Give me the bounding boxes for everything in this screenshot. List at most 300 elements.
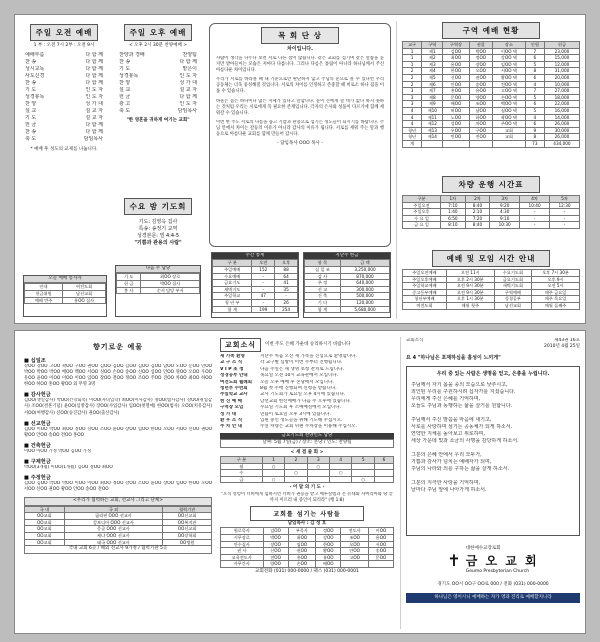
stats-row: [213, 293, 298, 300]
staff-cell: 강OO: [316, 535, 341, 542]
offering-section-head: ■ 감사헌금: [24, 392, 51, 399]
zone-cell: 4: [403, 121, 422, 128]
offering-cell: 120,000: [340, 299, 389, 306]
morning-note: * 예배 후 성도의 교제를 나눕니다.: [30, 147, 98, 153]
news-panel: [219, 337, 395, 629]
news-item-text: 8월 첫 주에 진행되며 신청을 받습니다.: [260, 386, 337, 392]
offering-cell: 십 일 조: [305, 267, 341, 274]
staff-cell: 배OO: [316, 561, 341, 568]
offering-header: 항 목: [305, 260, 341, 267]
offering-section-head: ■ 구제헌금: [24, 458, 51, 465]
zone-cell: 1: [403, 55, 422, 62]
prayer-line: 그분의 지극한 사랑을 기억하며,: [411, 479, 481, 486]
news-item-text: 각 교구별 심방이 이번 주부터 진행됩니다.: [260, 360, 343, 366]
zone-row: [403, 48, 580, 55]
triple-cord-header: 5: [352, 457, 374, 464]
zone-cell: 4: [525, 114, 544, 121]
stats-cell: 청 년 부: [213, 299, 252, 306]
afternoon-order-row: [116, 87, 200, 94]
morning-order-row: [22, 136, 106, 143]
zone-cell: 민OO: [443, 134, 469, 141]
meeting-cell: 오후 7시 30분: [532, 270, 580, 277]
vehicle-cell: 9:10: [490, 215, 520, 222]
zone-cell: 제11: [422, 114, 443, 121]
news-item-text: 남선교회 헌신예배가 다음 주 오후에 있습니다.: [260, 398, 352, 404]
afternoon-order-row: [116, 66, 200, 73]
triple-cord-cell: ○: [330, 470, 352, 477]
staff-cell: 최OO: [288, 535, 316, 542]
zone-cell: 권OO: [469, 74, 493, 81]
zone-cell: 1: [403, 48, 422, 55]
news-item-title: 환 우 소 식: [220, 418, 243, 424]
morning-order-item: 찬 송: [25, 80, 37, 87]
afternoon-order-item: 찬 양: [119, 80, 131, 87]
zone-cell: 강OO 댁: [493, 55, 526, 62]
zone-cell: 허OO: [443, 107, 469, 114]
news-item-title: 청년부 수련회: [220, 386, 248, 392]
triple-cord-cell: [352, 463, 374, 470]
mission-cell: 몽골 OOO 선교사: [64, 526, 162, 533]
triple-cord-title: < 세 겹 줄 회 >: [290, 449, 324, 455]
vehicle-cell: 10:30: [490, 222, 520, 229]
meeting-cell: 성경공부: [494, 296, 531, 303]
zone-cell: 교회: [493, 127, 526, 134]
zone-cell: 6: [525, 55, 544, 62]
news-item-text: 주일 차량은 교회 뒤편 주차장을 이용해 주십시오.: [260, 424, 357, 430]
meeting-times-panel: [401, 249, 581, 319]
vehicle-cell: 4:30: [490, 209, 520, 216]
offering-cell: 300,000: [340, 286, 389, 293]
offering-row: [305, 286, 390, 293]
weekly-stats-title: 주간 통계: [212, 253, 298, 259]
zone-cell: 오OO: [469, 68, 493, 75]
news-item-text: 수요일 기도회 후 소예배실에서 모입니다.: [260, 405, 342, 411]
vehicle-cell: -: [520, 209, 550, 216]
staff-cell: 한OO: [316, 541, 341, 548]
mission-cell: 캄보디아 OOO 선교사: [64, 519, 162, 526]
next-week-cell: 기 도: [117, 274, 141, 281]
staff-row: [221, 561, 394, 568]
triple-cord-cell: [307, 470, 329, 477]
pastor-paragraph-1: 사람이 생각을 나누다 보면 서로 다른 점이 많습니다. 같은 교회를 섬기며 같은 말씀을 듣지만 받아들이는 모습은 저마다 다릅니다. 그러나 다름은 틀림이 아니라 하나님께서 주신 아름다운 차이입니다.: [216, 56, 384, 74]
triple-cord-cell: ○: [262, 463, 284, 470]
afternoon-order-item: 기 도: [119, 66, 131, 73]
mission-cell: OO복지관: [163, 519, 212, 526]
meeting-cell: 구역예배: [494, 289, 531, 296]
zone-cell: 황OO 댁: [493, 74, 526, 81]
prayer-line: 주님께서 자기 몸을 종의 모습으로 낮추시고,: [411, 381, 508, 388]
staff-cell: 오OO: [341, 541, 369, 548]
triple-cord-cell: [330, 476, 352, 483]
staff-cell: 황OO: [316, 548, 341, 555]
morning-order-leader: 다 함 께: [85, 129, 103, 136]
zone-cell: 제2: [422, 55, 443, 62]
afternoon-order-leader: 담임목사: [177, 108, 197, 115]
offering-cell: 선 교: [305, 286, 341, 293]
triple-cord-cell: [374, 476, 393, 483]
triple-cord-row: [221, 476, 394, 483]
prayer-line: 서로를 사랑하며 섬기는 공동체가 되게 하소서.: [411, 423, 513, 430]
servers-cell: 여전도회: [63, 284, 106, 291]
zone-cell: 2: [403, 74, 422, 81]
next-week-cell: 봉 사: [117, 287, 141, 294]
morning-order-item: 기 도: [25, 87, 37, 94]
offering-row: [305, 267, 390, 274]
zone-cell: 5: [525, 107, 544, 114]
zone-cell: 제13: [422, 127, 443, 134]
zone-cell: 장OO: [469, 61, 493, 68]
issue-label: 교회소식: [406, 338, 424, 343]
pastor-paragraph-4: 이번 한 주도 서로의 다름을 품고 기쁨과 관용으로 섬기는 성도들이 되시기를 바랍니다. 주님 안에서 차이는 갈등의 이유가 아니라 감사의 이유가 됩니다. 서로를 세워 주는 말과 행동으로 아름다운 교회를 함께 만들어 갑시다.: [216, 119, 384, 138]
stats-row: [213, 306, 298, 313]
staff-title: 교회를 섬기는 사람들: [250, 506, 364, 521]
zone-cell: 조OO: [469, 101, 493, 108]
staff-row: [221, 541, 394, 548]
vehicle-cell: 8:10: [441, 222, 466, 229]
zone-cell: 박OO: [469, 48, 493, 55]
zone-row: [403, 107, 580, 114]
wednesday-line-1: 기도: 김영옥 집사: [138, 219, 178, 225]
zone-cell: 윤OO: [443, 61, 469, 68]
mission-row: [25, 539, 212, 546]
wednesday-line-4: "기쁨과 관용의 사람": [134, 240, 182, 246]
cover-panel: [405, 337, 581, 629]
servers-row: [25, 297, 106, 304]
pastor-paragraph-3: 바울은 몸은 하나이나 많은 지체가 있다고 말합니다. 눈이 손에게 쓸 데가 없다 하지 못하는 것처럼 우리는 서로에게 꼭 필요한 존재입니다. 각자의 은사와 성품이 다르기에 함께 세워갈 수 있습니다.: [216, 98, 384, 116]
vehicle-cell: 금 요 일: [403, 222, 441, 229]
morning-order-leader: 다 함 께: [85, 66, 103, 73]
prayer-line: 그분의 은혜 안에서 우리 모두가,: [411, 451, 482, 458]
staff-cell: 조OO: [341, 535, 369, 542]
zone-cell: 백OO 댁: [493, 101, 526, 108]
zone-cell: 제5: [422, 74, 443, 81]
morning-order-item: 성시교독: [25, 66, 45, 73]
wednesday-prayer-panel: [115, 197, 201, 257]
afternoon-order-item: 축 도: [119, 108, 131, 115]
staff-cell: 윤OO: [369, 535, 394, 542]
afternoon-order-leader: 인 도 자: [179, 101, 197, 108]
zone-cell: [493, 140, 526, 147]
zone-cell: 23,000: [544, 48, 579, 55]
afternoon-order-row: [116, 80, 200, 87]
zone-cell: [443, 140, 469, 147]
zone-cell: 31,000: [544, 68, 579, 75]
zone-row: [403, 140, 580, 147]
zone-cell: 14,000: [544, 114, 579, 121]
morning-order-leader: 설 교 자: [85, 108, 103, 115]
servers-cell: 남선교회: [63, 291, 106, 298]
morning-order-leader: 다 함 께: [85, 59, 103, 66]
triple-cord-cell: 수: [221, 470, 263, 477]
vehicle-cell: 주일오전: [403, 202, 441, 209]
meeting-cell: 매월 둘째주: [532, 302, 580, 309]
afternoon-order-leader: 다 함 께: [179, 59, 197, 66]
morning-order-row: [22, 108, 106, 115]
staff-cell: 전도사: [341, 528, 369, 535]
afternoon-order-item: 찬양과 경배: [119, 52, 145, 59]
zone-cell: 27,000: [544, 88, 579, 95]
zone-cell: 10,000: [544, 81, 579, 88]
mission-cell: 필리핀 OOO 선교사: [64, 513, 162, 520]
meeting-cell: 청년부예배: [403, 296, 447, 303]
triple-cord-cell: [330, 463, 352, 470]
friday-bar-detail: 날짜: 5월 7일(금) / 장소: 본당 / 인도: 찬양팀: [220, 439, 394, 447]
zone-cell: 임OO 댁: [493, 61, 526, 68]
church-cross-icon: ✝: [447, 550, 461, 570]
news-item-text: 교사 기도회가 토요일 오후 4시에 있습니다.: [260, 392, 346, 398]
zone-header: 교구: [403, 42, 422, 49]
vehicle-cell: -: [550, 209, 580, 216]
afternoon-worship-title: 주일 오후 예배: [124, 24, 192, 41]
friday-bar-title: 금요기도회 찬양인도 담당: [220, 433, 394, 439]
news-subtitle: 이번 주도 은혜 가운데 승리하시기 바랍니다: [265, 341, 351, 347]
morning-order-leader: 인 도 자: [85, 87, 103, 94]
zone-cell: 고OO 댁: [493, 88, 526, 95]
news-item-title: 성 가 대: [220, 411, 237, 417]
prayer-line: 기쁨과 감사가 넘치는 예배자가 되며,: [411, 458, 492, 465]
meeting-row: [403, 276, 580, 283]
staff-cell: 양OO: [263, 561, 288, 568]
zone-cell: 9: [525, 127, 544, 134]
zone-cell: 2: [403, 68, 422, 75]
weekly-stats-box: [211, 252, 299, 318]
prayer-frame: [406, 366, 580, 536]
bulletin-page-2: [14, 330, 586, 634]
zone-cell: 하OO: [469, 114, 493, 121]
meeting-cell: 금요기도회: [494, 276, 531, 283]
triple-cord-header: 4: [330, 457, 352, 464]
staff-cell: 고OO: [341, 554, 369, 561]
vehicle-header: 5차: [550, 196, 580, 203]
offering-table: [304, 259, 390, 313]
stats-row: [213, 273, 298, 280]
afternoon-order-leader: 다 함 께: [179, 94, 197, 101]
offering-cell: 감 사: [305, 273, 341, 280]
zone-worship-title: 구역 예배 현황: [442, 22, 540, 39]
zone-cell: 제7: [422, 88, 443, 95]
offering-cell: 기 타: [305, 299, 341, 306]
church-name-english: Geumo Presbyterian Church: [465, 569, 530, 575]
vehicle-row: [403, 215, 580, 222]
zone-header: 장소: [493, 42, 526, 49]
prayer-line: [411, 445, 575, 452]
zone-cell: 배OO: [443, 101, 469, 108]
triple-cord-header: 1: [262, 457, 284, 464]
zone-cell: 제9: [422, 101, 443, 108]
stats-cell: 26: [275, 299, 298, 306]
news-item-text: 오늘 오후 예배 후 본당에서 모입니다.: [260, 379, 334, 385]
zone-cell: 4: [403, 114, 422, 121]
next-week-row: [117, 274, 200, 281]
zone-cell: 성OO: [443, 121, 469, 128]
stats-cell: 47: [252, 293, 275, 300]
offering-section-head: ■ 주정헌금: [24, 475, 51, 482]
prayer-line: 주님께서 주신 말씀을 마음에 새기고,: [411, 416, 492, 423]
zone-cell: 7: [525, 48, 544, 55]
zone-cell: 6: [525, 74, 544, 81]
staff-table: [220, 527, 394, 568]
mission-cell: OO선교회: [163, 526, 212, 533]
mission-cell: 케냐 OOO 선교사: [64, 533, 162, 540]
offering-section-names: 김OO 이OO 박OO 최OO 정OO 강OO 조OO 윤OO 장OO 임OO 한OO 오OO 서OO 신OO 권OO 황OO 안OO 송OO 전OO 홍OO: [24, 426, 212, 438]
mission-note: 국내 교회 6곳 / 해외 선교사 9가정 / 협력기관 5곳: [24, 546, 212, 553]
morning-order-leader: 담임목사: [83, 136, 103, 143]
zone-cell: 26,000: [544, 121, 579, 128]
stats-cell: 41: [275, 280, 298, 287]
zone-cell: 6: [525, 121, 544, 128]
meeting-cell: 매주 금요일: [532, 289, 580, 296]
news-item-title: 교 구 소 식: [220, 360, 243, 366]
zone-cell: 제6: [422, 81, 443, 88]
zone-cell: [422, 140, 443, 147]
morning-order-leader: 설 교 자: [85, 115, 103, 122]
zone-cell: 유OO: [469, 88, 493, 95]
mission-cell: OO교회: [25, 539, 65, 546]
stats-cell: 88: [275, 267, 298, 274]
morning-order-row: [22, 52, 106, 59]
morning-worship-times: 1 부 : 오전 7시 2부 : 오전 9시: [33, 43, 95, 48]
offering-cell: 3,250,000: [340, 267, 389, 274]
morning-order-leader: 인 도 자: [85, 94, 103, 101]
triple-cord-cell: ○: [262, 476, 284, 483]
servers-table: [24, 283, 106, 304]
staff-cell: 시무장로: [221, 535, 264, 542]
vehicle-cell: -: [550, 215, 580, 222]
triple-cord-cell: 금: [221, 476, 263, 483]
page-fold-divider-2: [400, 337, 401, 629]
meeting-cell: 주일오후예배: [403, 276, 447, 283]
next-week-table: [116, 273, 200, 294]
zone-cell: 청년: [403, 127, 422, 134]
meeting-cell: 주일학교예배: [403, 283, 447, 290]
vehicle-cell: -: [520, 215, 550, 222]
staff-cell: [369, 561, 394, 568]
meeting-row: [403, 296, 580, 303]
zone-cell: 정OO: [469, 55, 493, 62]
prayer-line: [411, 473, 575, 480]
zone-cell: 심OO 댁: [493, 107, 526, 114]
mission-cell: OO선교회: [163, 513, 212, 520]
pastor-paragraph-2: 우리가 서로를 바라볼 때 내 기준으로만 판단하지 않고 주님의 눈으로 볼 수 있다면 우리 공동체는 더욱 풍성해질 것입니다. 서로의 차이를 인정하고 존중할 때 비로소 하나 됨을 이룰 수 있습니다.: [216, 77, 384, 95]
morning-order-leader: 다 함 께: [85, 52, 103, 59]
morning-order-row: [22, 115, 106, 122]
offering-section-names: 김OO(생일감사) 박OO(건강회복) 이OO(자녀입학) 최OO(이사감사) 정OO(범사감사) 강OO(취업감사) 조OO(결혼기념) 윤OO(심방감사) 장OO(사업감사) 임OO(첫열매) 한OO(범사) 오OO(치유감사) 서OO(여행감사) 신OO(승진감사) 권OO(출산감사): [24, 398, 212, 416]
zone-cell: 신OO: [443, 74, 469, 81]
church-name: 금 오 교 회: [465, 554, 539, 569]
church-logo-block: [406, 546, 580, 576]
zone-cell: 최OO: [443, 55, 469, 62]
morning-order-item: 예배부름: [25, 52, 45, 59]
morning-order-leader: 다 함 께: [85, 73, 103, 80]
zone-header: 권찰: [469, 42, 493, 49]
zone-row: [403, 101, 580, 108]
zone-row: [403, 114, 580, 121]
zone-cell: 4: [403, 107, 422, 114]
stats-row: [213, 267, 298, 274]
mission-cell: OO장학회: [163, 533, 212, 540]
offering-row: [305, 299, 390, 306]
zone-cell: 4: [525, 81, 544, 88]
vehicle-header: 3차: [490, 196, 520, 203]
news-item-title: 성경공부 안내: [220, 373, 248, 379]
prayer-line: [411, 410, 575, 417]
zone-cell: 제8: [422, 94, 443, 101]
vehicle-header: 1차: [441, 196, 466, 203]
vehicle-cell: 8:40: [465, 222, 490, 229]
zone-cell: 우OO: [443, 127, 469, 134]
news-item-text: 입원 중인 성도들을 위해 기도해 주십시오.: [260, 418, 343, 424]
zone-header: 구역: [422, 42, 443, 49]
triple-cord-cell: [285, 476, 307, 483]
zone-cell: 김OO: [443, 48, 469, 55]
vehicle-header: 2차: [465, 196, 490, 203]
month-prayer-text: "오직 성령이 너희에게 임하시면 너희가 권능을 받고 예루살렘과 온 유대와 사마리아와 땅 끝까지 이르러 내 증인이 되리라" (행 1:8): [221, 491, 393, 503]
morning-order-row: [22, 80, 106, 87]
stats-cell: 254: [275, 306, 298, 313]
triple-cord-cell: [352, 470, 374, 477]
zone-cell: 16,000: [544, 107, 579, 114]
vehicle-cell: 수 요 일: [403, 215, 441, 222]
zone-cell: 청년: [403, 134, 422, 141]
triple-cord-cell: [262, 470, 284, 477]
news-item-title: 헌 신 예 배: [220, 398, 243, 404]
offering-row: [305, 273, 390, 280]
meeting-cell: 주일오전예배: [403, 270, 447, 277]
vehicle-cell: 10:40: [520, 202, 550, 209]
morning-order-item: 찬 양: [25, 101, 37, 108]
morning-order-item: 기 도: [25, 115, 37, 122]
triple-cord-cell: [285, 463, 307, 470]
zone-row: [403, 68, 580, 75]
zone-cell: 1: [403, 61, 422, 68]
mission-row: [25, 526, 212, 533]
stats-row: [213, 299, 298, 306]
mission-header: 국 내: [25, 506, 65, 513]
news-item-title: V I P 초 청: [220, 366, 244, 372]
next-week-row: [117, 287, 200, 294]
zone-cell: 제10: [422, 107, 443, 114]
meeting-cell: 매주 목요일: [532, 296, 580, 303]
pastor-column-title: 목 회 단 상: [261, 27, 339, 44]
stats-cell: -: [252, 280, 275, 287]
triple-cord-cell: ○: [307, 463, 329, 470]
offering-cell: 주 정: [305, 280, 341, 287]
mission-table: [24, 506, 212, 547]
prayer-line: 연약한 지체를 돌아보고 위로하며,: [411, 430, 485, 437]
vehicle-cell: 12:30: [550, 202, 580, 209]
morning-order-item: 설 교: [25, 108, 37, 115]
afternoon-order-item: 설 교: [119, 87, 131, 94]
staff-cell: 김OO: [263, 528, 288, 535]
zone-row: [403, 61, 580, 68]
news-list: [220, 354, 394, 431]
triple-cord-cell: ○: [352, 476, 374, 483]
prayer-line: 우리에게 주신 은혜를 기억하며,: [411, 395, 481, 402]
offerings-title: 향기로운 예물: [92, 343, 143, 351]
prayer-title: 우리 중 있는 사람은 생명을 얻고, 은총을 누립니다.: [436, 370, 550, 377]
vehicle-table: [402, 195, 580, 229]
meeting-cell: 여전도회: [403, 302, 447, 309]
mission-row: [25, 533, 212, 540]
zone-cell: [469, 140, 493, 147]
stats-cell: 새벽기도: [213, 286, 252, 293]
offering-section-head: ■ 선교헌금: [24, 420, 51, 427]
morning-order-row: [22, 66, 106, 73]
zone-cell: 73: [525, 140, 544, 147]
meeting-cell: 오후 2시 30분: [446, 276, 494, 283]
offering-section-head: ■ 십일조: [24, 358, 46, 364]
afternoon-order-row: [116, 94, 200, 101]
